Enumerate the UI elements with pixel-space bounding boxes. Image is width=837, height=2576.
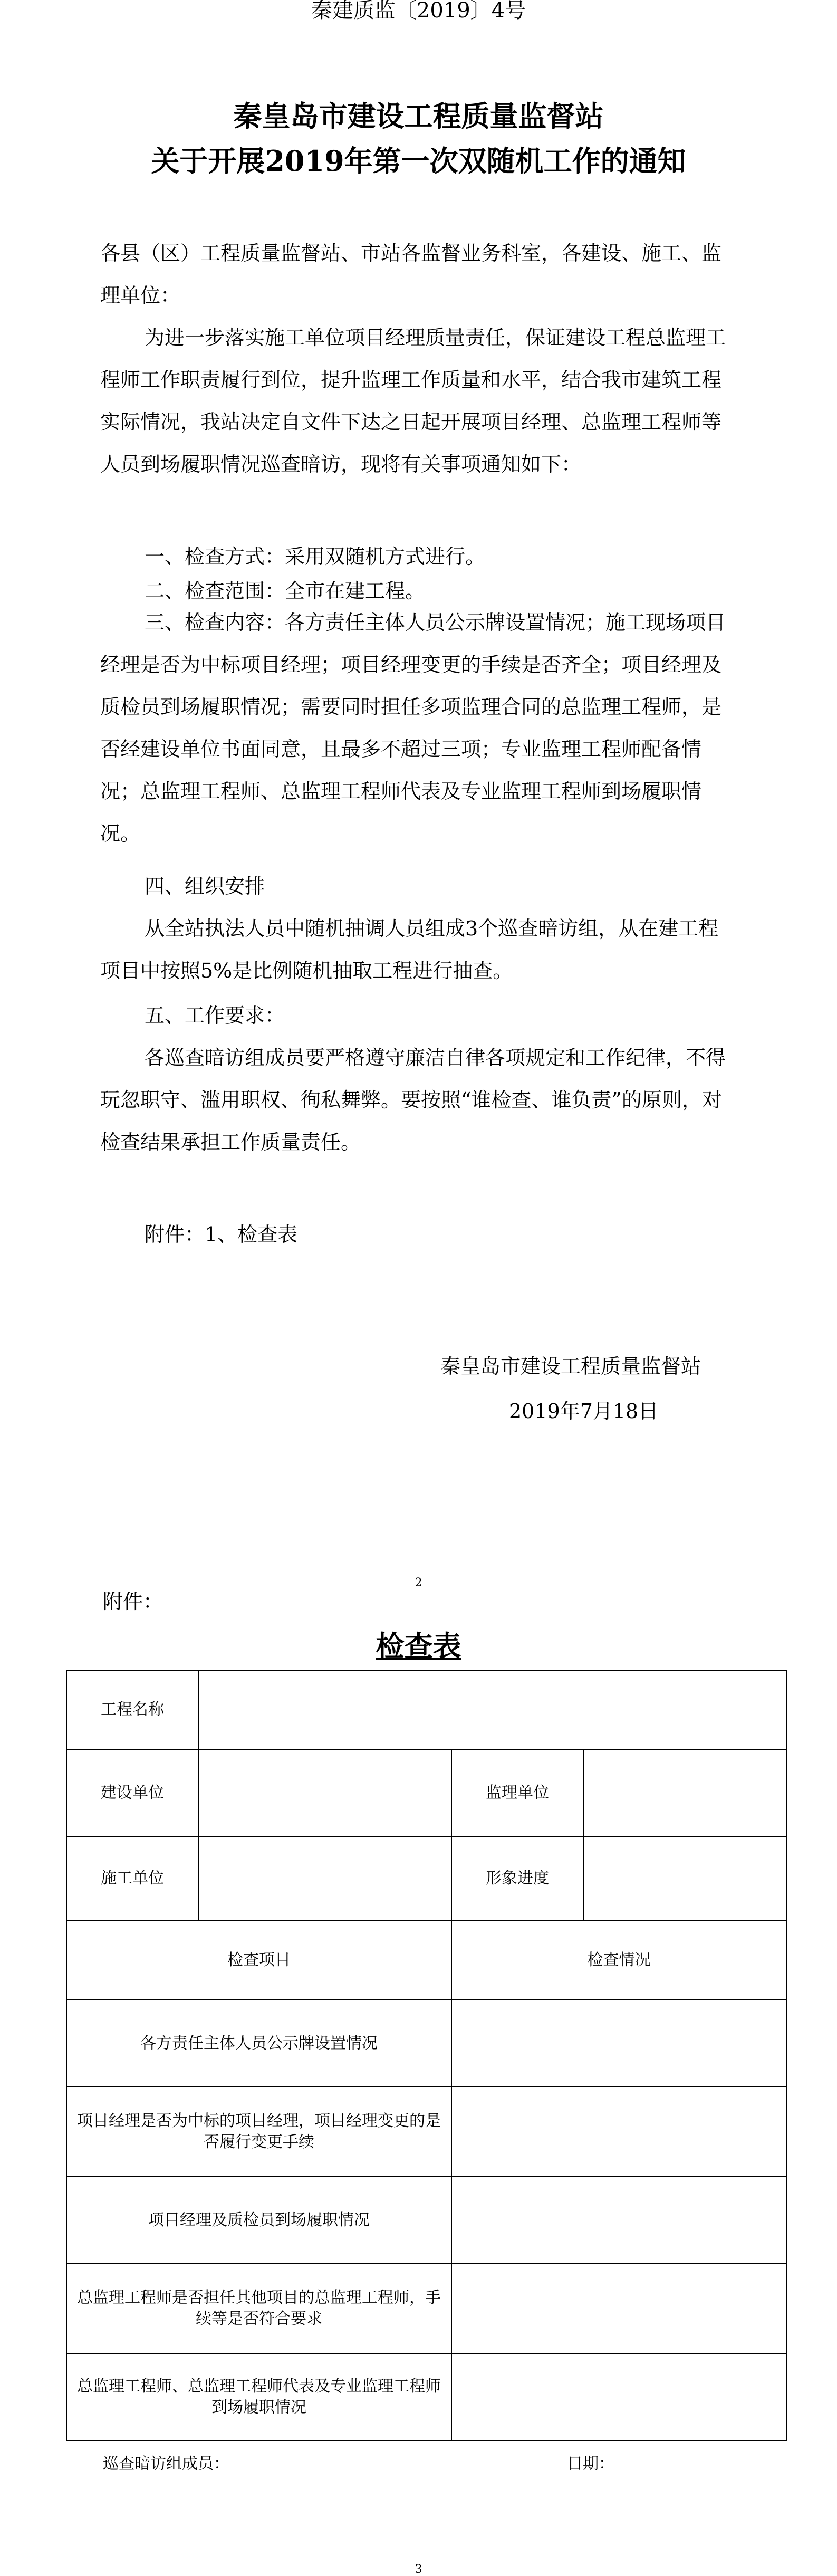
table-row — [66, 2353, 786, 2440]
table-title: 检查表 — [376, 1629, 461, 1663]
check-result[interactable] — [451, 2177, 786, 2264]
check-item: 总监理工程师是否担任其他项目的总监理工程师，手续等是否符合要求 — [66, 2264, 451, 2353]
attachment-label: 附件： — [103, 1590, 163, 1613]
footer-date-label: 日期： — [567, 2455, 614, 2473]
contractor-label: 施工单位 — [66, 1836, 198, 1921]
item-1: 一、检查方式：采用双随机方式进行。 — [145, 545, 486, 568]
inspection-table — [66, 1670, 787, 2441]
column-header-item: 检查项目 — [66, 1921, 451, 2000]
title-line-2: 关于开展2019年第一次双随机工作的通知 — [151, 144, 686, 178]
item-2: 二、检查范围：全市在建工程。 — [145, 579, 426, 602]
check-result[interactable] — [451, 2000, 786, 2087]
contractor-value[interactable] — [198, 1836, 451, 1921]
page-number-2: 2 — [415, 1576, 422, 1589]
check-item: 项目经理是否为中标的项目经理，项目经理变更的是否履行变更手续 — [66, 2087, 451, 2177]
progress-label: 形象进度 — [451, 1836, 583, 1921]
intro-paragraph: 为进一步落实施工单位项目经理质量责任，保证建设工程总监理工程师工作职责履行到位，提升监理工作质量和水平，结合我市建筑工程实际情况，我站决定自文件下达之日起开展项目经理、总监理工程师等人员到场履职情况巡查暗访，现将有关事项通知如下： — [100, 326, 726, 476]
table-row — [66, 2087, 786, 2177]
column-header-result: 检查情况 — [451, 1921, 786, 2000]
signer: 秦皇岛市建设工程质量监督站 — [440, 1355, 701, 1378]
page-number-3: 3 — [415, 2563, 422, 2576]
item-3: 三、检查内容：各方责任主体人员公示牌设置情况；施工现场项目经理是否为中标项目经理；项目经理变更的手续是否齐全；项目经理及质检员到场履职情况；需要同时担任多项监理合同的总监理工程师，是否经建设单位书面同意，且最多不超过三项；专业监理工程师配备情况；总监理工程师、总监理工程师代表及专业监理工程师到场履职情况。 — [100, 611, 726, 845]
document-number: 秦建质监〔2019〕4号 — [311, 0, 526, 23]
table-row — [66, 1749, 786, 1836]
check-result[interactable] — [451, 2087, 786, 2177]
check-item: 总监理工程师、总监理工程师代表及专业监理工程师到场履职情况 — [66, 2353, 451, 2440]
item-5-body: 各巡查暗访组成员要严格遵守廉洁自律各项规定和工作纪律，不得玩忽职守、滥用职权、徇私舞弊。要按照“谁检查、谁负责”的原则，对检查结果承担工作质量责任。 — [100, 1046, 726, 1154]
builder-value[interactable] — [198, 1749, 451, 1836]
table-header-row — [66, 1921, 786, 2000]
recipients: 各县（区）工程质量监督站、市站各监督业务科室，各建设、施工、监理单位： — [100, 242, 722, 307]
table-row — [66, 2264, 786, 2353]
table-row — [66, 1670, 786, 1749]
table-row — [66, 2000, 786, 2087]
builder-label: 建设单位 — [66, 1749, 198, 1836]
supervisor-unit-value[interactable] — [583, 1749, 786, 1836]
title-line-1: 秦皇岛市建设工程质量监督站 — [233, 99, 604, 133]
project-name-value[interactable] — [198, 1670, 786, 1749]
footer-members-label: 巡查暗访组成员： — [103, 2455, 229, 2473]
project-name-label: 工程名称 — [66, 1670, 198, 1749]
table-row — [66, 2177, 786, 2264]
item-5: 五、工作要求： — [145, 1004, 285, 1027]
attachment-note: 附件：1、检查表 — [145, 1223, 298, 1246]
check-result[interactable] — [451, 2353, 786, 2440]
item-4: 四、组织安排 — [145, 875, 265, 898]
check-item: 项目经理及质检员到场履职情况 — [66, 2177, 451, 2264]
item-4-body: 从全站执法人员中随机抽调人员组成3个巡查暗访组，从在建工程项目中按照5%是比例随机抽取工程进行抽查。 — [100, 917, 719, 982]
check-result[interactable] — [451, 2264, 786, 2353]
progress-value[interactable] — [583, 1836, 786, 1921]
table-row — [66, 1836, 786, 1921]
supervisor-unit-label: 监理单位 — [451, 1749, 583, 1836]
issue-date: 2019年7月18日 — [509, 1400, 659, 1423]
check-item: 各方责任主体人员公示牌设置情况 — [66, 2000, 451, 2087]
